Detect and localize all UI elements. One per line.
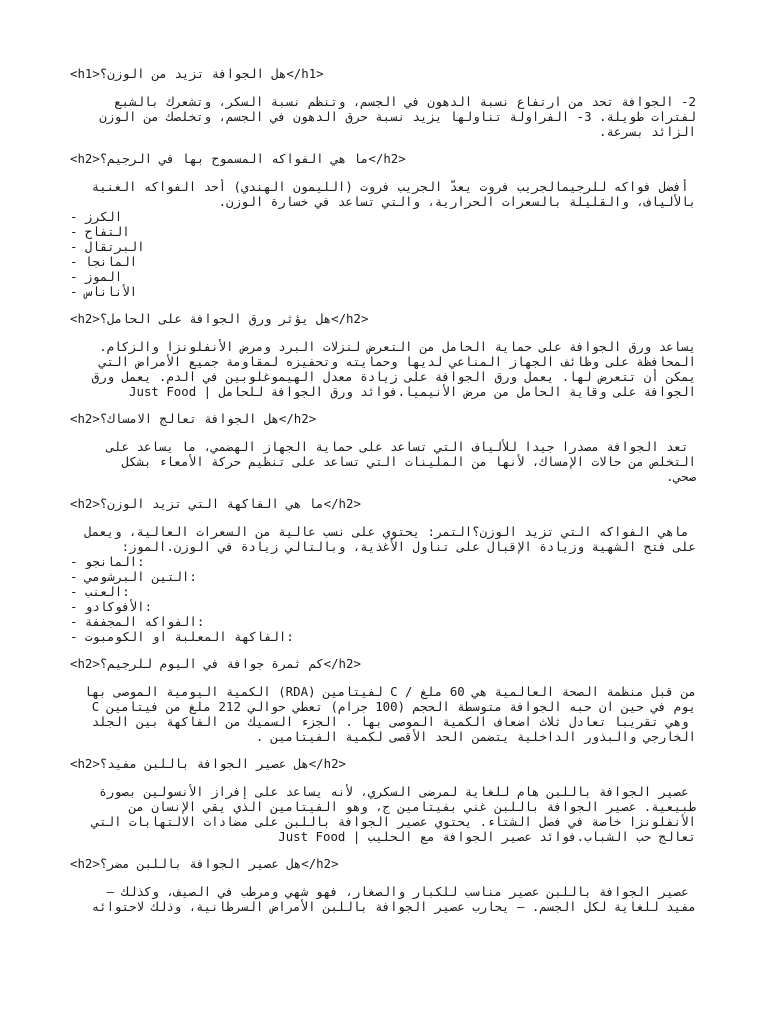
paragraph-line: عصير الجوافة باللبن هام للغاية لمرضى السكري، لأنه يساعد على إفراز الأنسولين بصورة xyxy=(99,784,696,799)
section-heading: <h2>هل الجوافة تعالج الامساك؟</h2> xyxy=(70,411,317,426)
paragraph-line: المحافظة على وظائف الجهاز المناعي لديها وحمايته وتحفيزه لمقاومة جميع الأمراض التي xyxy=(99,354,696,369)
paragraph-line: من قبل منظمة الصحة العالمية هي 60 ملغ / C لفيتامين (RDA) الكمية اليومية الموصى بها xyxy=(84,684,696,699)
paragraph-line: طبيعية. عصير الجوافة باللبن غني بفيتامين ج، وهو الفيتامين الذي يقي الإنسان من xyxy=(129,799,696,814)
paragraph-line: بالألياف، والقليلة بالسعرات الحرارية، والتي تساعد في خسارة الوزن. xyxy=(218,194,696,209)
section-heading: <h2>هل عصير الجوافة باللبن مفيد؟</h2> xyxy=(70,756,347,771)
list-item: - التفاح xyxy=(70,224,130,239)
paragraph-line: الجوافة على وقاية الحامل من مرض الأنيميا.فوائد ورق الجوافة للحامل | Just Food xyxy=(129,384,696,399)
paragraph-line: وهي تقريبا تعادل ثلاث اضعاف الكمية الموصى بها . الجزء السميك من الفاكهة بين الجلد xyxy=(91,714,696,729)
paragraph-line: الخارجي والبذور الداخلية يتضمن الحد الأقصى لكمية الفيتامين . xyxy=(255,729,696,744)
list-item: - الفواكه المجففة: xyxy=(70,614,205,629)
list-item: - المانجو: xyxy=(70,554,145,569)
paragraph-line: يساعد ورق الجوافة على حماية الحامل من التعرض لنزلات البرد ومرض الأنفلونزا والزكام. xyxy=(99,339,696,354)
section-heading: <h1>هل الجوافة تزيد من الوزن؟</h1> xyxy=(70,66,324,81)
section-body xyxy=(70,784,696,844)
paragraph-line: التخلص من حالات الإمساك، لأنها من الملينات التي تساعد على تنظيم حركة الأمعاء بشكل xyxy=(121,454,696,469)
section-body xyxy=(70,684,696,744)
section-body xyxy=(70,439,696,484)
list-item: - الكرز xyxy=(70,209,123,224)
list-item: - المانجا xyxy=(70,254,138,269)
section-body xyxy=(70,94,696,139)
section-body xyxy=(70,179,696,299)
paragraph-line: يمكن أن تتعرض لها. يعمل ورق الجوافة على زيادة معدل الهيموغلوبين في الدم. يعمل ورق xyxy=(91,369,696,384)
paragraph-line: عصير الجوافة باللبن عصير مناسب للكبار والصغار، فهو شهي ومرطب في الصيف، وكذلك – xyxy=(106,884,696,899)
paragraph-line: صحي. xyxy=(666,469,696,484)
list-item: - العنب: xyxy=(70,584,130,599)
section-body xyxy=(70,524,696,644)
paragraph-line: 2- الجوافة تحد من ارتفاع نسبة الدهون في الجسم، وتنظم نسبة السكر، وتشعرك بالشبع xyxy=(106,94,696,109)
list-item: - الأفوكادو: xyxy=(70,599,153,614)
section-heading: <h2>كم ثمرة جوافة في اليوم للرجيم؟</h2> xyxy=(70,656,361,671)
paragraph-line: الزائد بسرعة. xyxy=(599,124,696,139)
section-heading: <h2>ما هي الفاكهة التي تزيد الوزن؟</h2> xyxy=(70,496,361,511)
paragraph-line: تعد الجوافة مصدرا جيدا للألياف التي تساعد على حماية الجهاز الهضمي، ما يساعد على xyxy=(106,439,696,454)
paragraph-line: تعالج حب الشباب.فوائد عصير الجوافة مع الحليب | Just Food xyxy=(278,829,696,844)
list-item: - الفاكهة المعلبة او الكومبوت: xyxy=(70,629,294,644)
paragraph-line: أفضل فواكه للرجيمالجريب فروت يعدّ الجريب فروت (الليمون الهندي) أحد الفواكه الغنية xyxy=(91,179,696,194)
section-body xyxy=(70,339,696,399)
list-item: - التين البرشومي: xyxy=(70,569,197,584)
list-item: - الموز xyxy=(70,269,123,284)
section-body xyxy=(70,884,696,914)
paragraph-line: ماهي الفواكه التي تزيد الوزن؟التمر: يحتوي على نسب عالية من السعرات العالية، ويعمل xyxy=(84,524,696,539)
section-heading: <h2>هل يؤثر ورق الجوافة على الحامل؟</h2> xyxy=(70,311,369,326)
paragraph-line: C يوم في حين ان حبه الجوافة متوسطة الحجم (100 جرام) تعطي حوالي 212 ملغ من فيتامين xyxy=(91,699,696,714)
document-page xyxy=(70,66,696,926)
section-heading: <h2>هل عصير الجوافة باللبن مضر؟</h2> xyxy=(70,856,339,871)
paragraph-line: مفيد للغاية لكل الجسم. – يحارب عصير الجوافة باللبن الأمراض السرطانية، وذلك لاحتوائه xyxy=(91,899,696,914)
paragraph-line: على فتح الشهية وزيادة الإقبال على تناول الأغذية، وبالتالي زيادة في الوزن.الموز: xyxy=(121,539,696,554)
paragraph-line: لفترات طويلة. 3- الفراولة تناولها يزيد نسبة حرق الدهون في الجسم، وتخلصك من الوزن xyxy=(99,109,696,124)
section-heading: <h2>ما هي الفواكه المسموح بها في الرجيم؟</h2> xyxy=(70,151,406,166)
paragraph-line: الأنفلونزا خاصة في فصل الشتاء. يحتوي عصير الجوافة باللبن على مضادات الالتهابات التي xyxy=(91,814,696,829)
list-item: - الأناناس xyxy=(70,284,138,299)
list-item: - البرتقال xyxy=(70,239,145,254)
